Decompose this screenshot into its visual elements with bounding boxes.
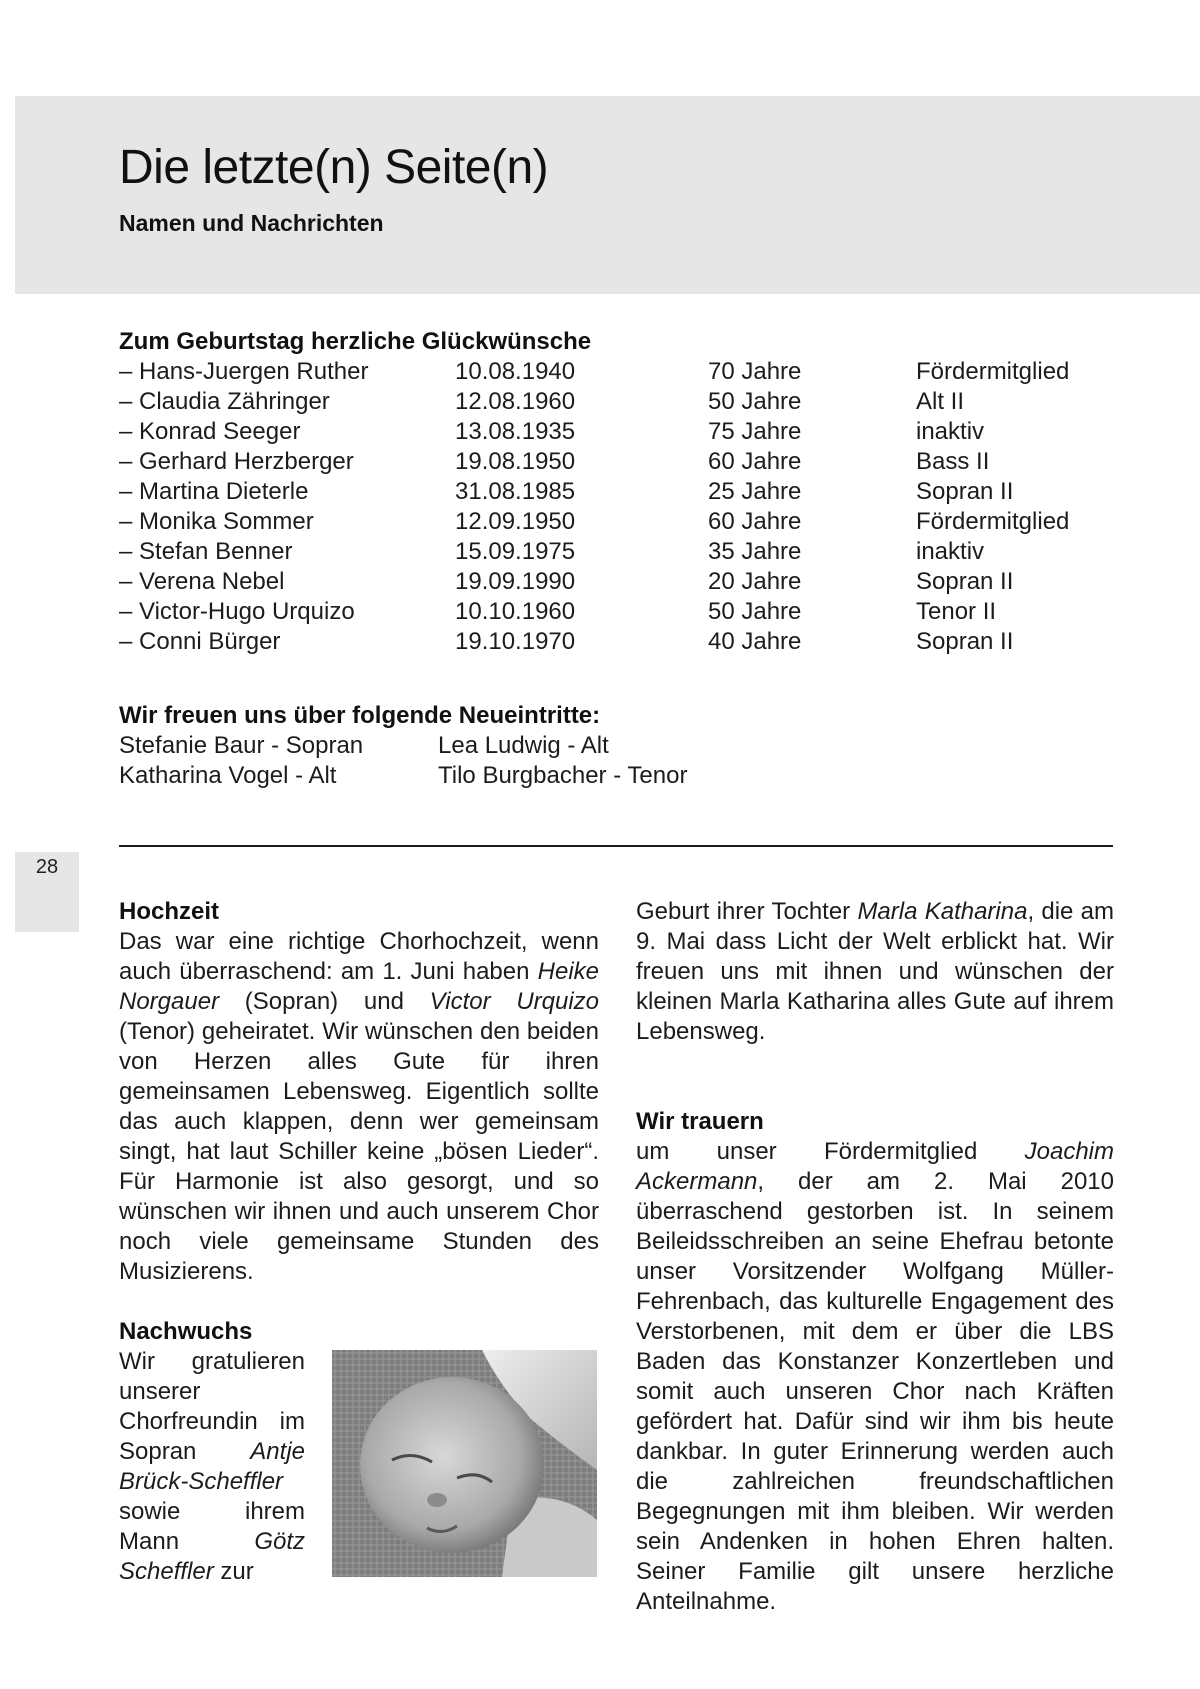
birthday-group: Alt II: [916, 388, 965, 415]
new-member: Katharina Vogel - Alt: [119, 762, 337, 789]
birthday-row: [119, 627, 1099, 657]
birthday-group: inaktiv: [916, 418, 985, 445]
baby-photo-image: [332, 1350, 597, 1577]
father-name: Götz Scheffler: [119, 1528, 305, 1585]
birthday-name: – Konrad Seeger: [119, 418, 301, 445]
birthday-date: 13.08.1935: [455, 418, 576, 445]
birthday-section: [119, 327, 1099, 657]
birthday-row: [119, 417, 1099, 447]
birthday-name: – Martina Dieterle: [119, 478, 309, 505]
page-subtitle: Namen und Nachrichten: [119, 210, 384, 236]
birthday-name: – Victor-Hugo Urquizo: [119, 598, 355, 625]
birthday-row: [119, 597, 1099, 627]
new-members-section: [119, 701, 819, 791]
groom-name: Victor Urquizo: [429, 988, 600, 1015]
birthday-name: – Verena Nebel: [119, 568, 285, 595]
birthday-group: Sopran II: [916, 478, 1014, 505]
birthday-date: 10.10.1960: [455, 598, 576, 625]
births-text: [119, 1347, 305, 1587]
birthday-age: 75 Jahre: [708, 418, 802, 445]
birthday-age: 25 Jahre: [708, 478, 802, 505]
baby-photo: [332, 1350, 597, 1577]
deceased-name: Joachim Ackermann: [636, 1138, 1114, 1195]
wedding-text-3: (Tenor) geheiratet. Wir wünschen den beiden von Herzen alles Gute für ihren gemeinsamen Lebensweg. Eigentlich sollte das auch klappen, denn wer gemeinsam singt, hat laut Schiller keine „bösen Lieder“. Für Harmonie ist also gesorgt, und so wünschen wir ihnen und auch unserem Chor noch viele gemeinsame Stunden des Musizierens.: [119, 1018, 599, 1285]
birthday-group: Bass II: [916, 448, 990, 475]
page-number: 28: [35, 856, 59, 878]
birthday-name: – Claudia Zähringer: [119, 388, 330, 415]
birthday-date: 19.08.1950: [455, 448, 576, 475]
birthday-date: 19.09.1990: [455, 568, 576, 595]
section-divider: [119, 845, 1113, 847]
birthday-date: 12.09.1950: [455, 508, 576, 535]
birthday-name: – Hans-Juergen Ruther: [119, 358, 369, 385]
birthday-row: [119, 567, 1099, 597]
birthday-age: 50 Jahre: [708, 388, 802, 415]
birthday-heading: Zum Geburtstag herzliche Glückwünsche: [119, 328, 592, 355]
deaths-text-2: , der am 2. Mai 2010 überraschend gestorben ist. In seinem Beileidsschreiben an seine Ehefrau betonte unser Vorsitzender Wolfgang Müller-Fehrenbach, das kulturelle Engagement des Verstorbenen, mit dem er über die LBS Baden das Konstanzer Konzertleben und somit auch unseren Chor nach Kräften gefördert hat. Dafür sind wir ihm bis heute dankbar. In guter Erinnerung werden auch die zahlreichen freundschaftlichen Begegnungen mit ihm bleiben. Wir werden sein Andenken in hohen Ehren halten. Seiner Familie gilt unsere herzliche Anteilnahme.: [636, 1168, 1114, 1615]
birthday-group: Fördermitglied: [916, 358, 1070, 385]
deaths-text-1: um unser Fördermitglied: [636, 1138, 1025, 1165]
birthday-group: Tenor II: [916, 598, 997, 625]
right-column: [636, 897, 1114, 1617]
new-member: Lea Ludwig - Alt: [438, 732, 609, 759]
births-text-continued: [636, 897, 1114, 1047]
birthday-date: 19.10.1970: [455, 628, 576, 655]
birthday-row: [119, 507, 1099, 537]
births-text-3: zur: [213, 1558, 254, 1585]
wedding-text-1: Das war eine richtige Chorhochzeit, wenn auch überraschend: am 1. Juni haben: [119, 928, 599, 985]
birthday-age: 60 Jahre: [708, 448, 802, 475]
birthday-group: Fördermitglied: [916, 508, 1070, 535]
birthday-row: [119, 477, 1099, 507]
birthday-age: 70 Jahre: [708, 358, 802, 385]
births-text-2: sowie ihrem Mann: [119, 1498, 305, 1555]
births-heading: Nachwuchs: [119, 1318, 253, 1345]
birthday-group: Sopran II: [916, 568, 1014, 595]
wedding-text: [119, 927, 599, 1287]
deaths-text: [636, 1137, 1114, 1617]
new-members-row: [119, 761, 819, 791]
new-members-row: [119, 731, 819, 761]
births-text-5: , die am 9. Mai dass Licht der Welt erblickt hat. Wir freuen uns mit ihnen und wünschen der kleinen Marla Katharina alles Gute auf ihrem Lebensweg.: [636, 898, 1115, 1045]
birthday-date: 10.08.1940: [455, 358, 576, 385]
birthday-age: 20 Jahre: [708, 568, 802, 595]
birthday-row: [119, 537, 1099, 567]
birthday-group: inaktiv: [916, 538, 985, 565]
birthday-name: – Conni Bürger: [119, 628, 281, 655]
birthday-name: – Stefan Benner: [119, 538, 293, 565]
birthday-row: [119, 357, 1099, 387]
birthday-age: 35 Jahre: [708, 538, 802, 565]
mother-name: Antje Brück-Scheffler: [119, 1438, 305, 1495]
new-members-heading: Wir freuen uns über folgende Neueintritte:: [119, 702, 601, 729]
birthday-name: – Monika Sommer: [119, 508, 314, 535]
header-band: [15, 96, 1200, 294]
birthday-date: 31.08.1985: [455, 478, 576, 505]
new-member: Tilo Burgbacher - Tenor: [438, 762, 688, 789]
wedding-heading: Hochzeit: [119, 898, 220, 925]
births-text-1: Wir gratulieren unserer Chorfreundin im Sopran: [119, 1348, 305, 1465]
birthday-group: Sopran II: [916, 628, 1014, 655]
bride-name: Heike Norgauer: [119, 958, 599, 1015]
birthday-age: 50 Jahre: [708, 598, 802, 625]
birthday-date: 12.08.1960: [455, 388, 576, 415]
birthday-name: – Gerhard Herzberger: [119, 448, 354, 475]
page-title: Die letzte(n) Seite(n): [119, 141, 549, 194]
deaths-heading: Wir trauern: [636, 1108, 764, 1135]
birthday-date: 15.09.1975: [455, 538, 576, 565]
birthday-row: [119, 447, 1099, 477]
birthday-age: 60 Jahre: [708, 508, 802, 535]
births-text-4: Geburt ihrer Tochter: [636, 898, 858, 925]
birthday-age: 40 Jahre: [708, 628, 802, 655]
page-number-tab: [15, 852, 79, 932]
birthday-row: [119, 387, 1099, 417]
child-name: Marla Katharina: [857, 898, 1028, 925]
new-member: Stefanie Baur - Sopran: [119, 732, 364, 759]
wedding-text-2: (Sopran) und: [219, 988, 430, 1015]
